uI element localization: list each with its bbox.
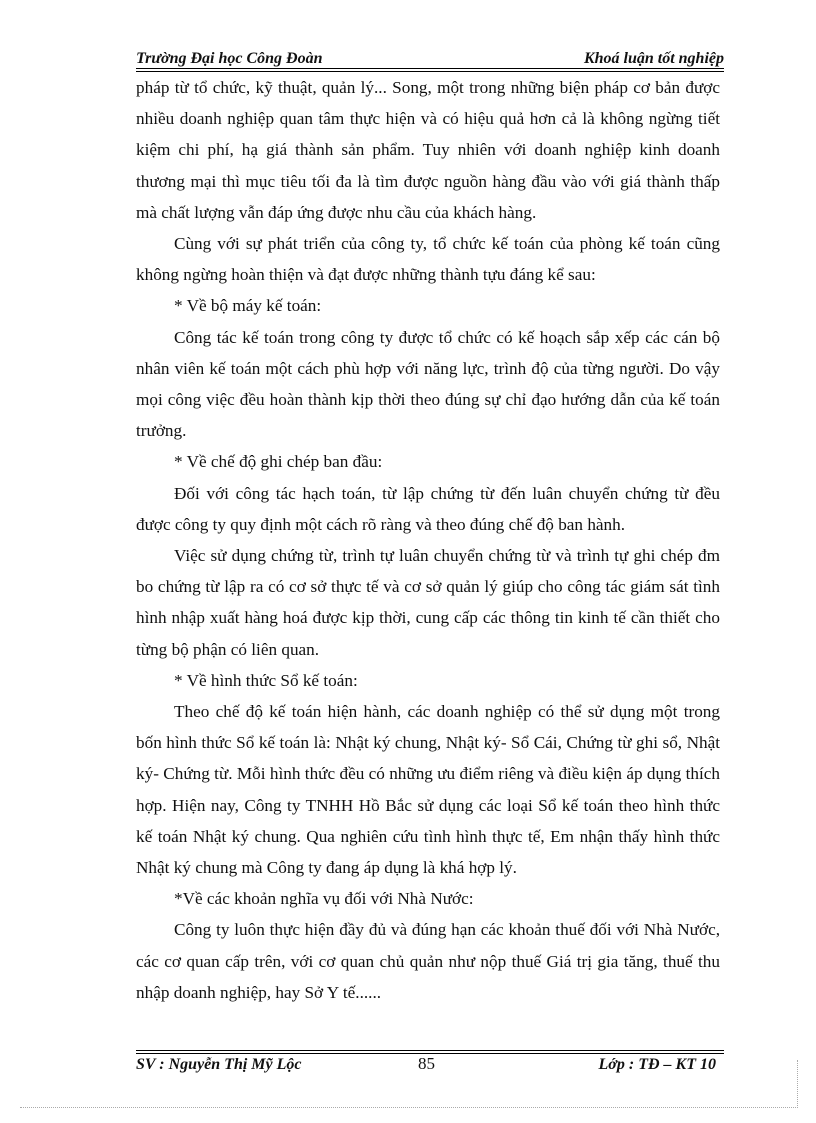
- header-document-type: Khoá luận tốt nghiệp: [583, 50, 724, 67]
- paragraph: Cùng với sự phát triển của công ty, tổ chức kế toán của phòng kế toán cũng không ngừng hoàn thiện và đạt được những thành tựu đáng kể sau:: [136, 234, 720, 285]
- paragraph: pháp từ tổ chức, kỹ thuật, quản lý... Song, một trong những biện pháp cơ bản được nhiều doanh nghiệp quan tâm thực hiện và có hiệu quả hơn cả là không ngừng tiết kiệm chi phí, hạ giá thành sản phẩm. Tuy nhiên với doanh nghiệp kinh doanh thương mại thì mục tiêu tối đa là tìm được nguồn hàng đầu vào với giá thành thấp mà chất lượng vẫn đáp ứng được nhu cầu của khách hàng.: [136, 78, 720, 222]
- section-heading: * Về chế độ ghi chép ban đầu:: [174, 452, 383, 472]
- paragraph: Đối với công tác hạch toán, từ lập chứng từ đến luân chuyển chứng từ đều được công ty quy định một cách rõ ràng và theo đúng chế độ ban hành.: [136, 483, 720, 534]
- page-number: 85: [418, 1054, 435, 1073]
- header-university: Trường Đại học Công Đoàn: [136, 50, 323, 67]
- section-heading: * Về bộ máy kế toán:: [174, 296, 322, 316]
- document-body: [136, 72, 720, 1008]
- section-heading: * Về hình thức Sổ kế toán:: [174, 670, 358, 690]
- page-footer: [136, 1054, 724, 1078]
- paragraph: Công ty luôn thực hiện đầy đủ và đúng hạn các khoản thuế đối với Nhà Nước, các cơ quan cấp trên, với cơ quan chủ quản như nộp thuế Giá trị gia tăng, thuế thu nhập doanh nghiệp, hay Sở Y tế......: [136, 920, 720, 1002]
- page-header: [136, 48, 724, 70]
- paragraph: Theo chế độ kế toán hiện hành, các doanh nghiệp có thể sử dụng một trong bốn hình thức Sổ kế toán là: Nhật ký chung, Nhật ký- Sổ Cái, Chứng từ ghi sổ, Nhật ký- Chứng từ. Mỗi hình thức đều có những ưu điểm riêng và điều kiện áp dụng thích hợp. Hiện nay, Công ty TNHH Hồ Bắc sử dụng các loại Sổ kế toán theo hình thức kế toán Nhật ký chung. Qua nghiên cứu tình hình thực tế, Em nhận thấy hình thức Nhật ký chung mà Công ty đang áp dụng là khá hợp lý.: [136, 702, 720, 878]
- footer-student-name: SV : Nguyễn Thị Mỹ Lộc: [136, 1056, 302, 1073]
- page-margin-guide: [797, 1060, 799, 1106]
- paragraph: Công tác kế toán trong công ty được tổ chức có kế hoạch sắp xếp các cán bộ nhân viên kế toán một cách phù hợp với năng lực, trình độ của từng người. Do vậy mọi công việc đều hoàn thành kịp thời theo đúng sự chỉ đạo hướng dẫn của kế toán trưởng.: [136, 327, 720, 441]
- section-heading: *Về các khoản nghĩa vụ đối với Nhà Nước:: [174, 889, 474, 909]
- footer-class: Lớp : TĐ – KT 10: [598, 1056, 716, 1073]
- paragraph: Việc sử dụng chứng từ, trình tự luân chuyển chứng từ và trình tự ghi chép đm bo chứng từ lập ra có cơ sở thực tế và cơ sở quản lý giúp cho công tác giám sát tình hình nhập xuất hàng hoá được kịp thời, cung cấp các thông tin kinh tế cần thiết cho từng bộ phận có liên quan.: [136, 546, 720, 659]
- page-margin-guide: [20, 1107, 798, 1109]
